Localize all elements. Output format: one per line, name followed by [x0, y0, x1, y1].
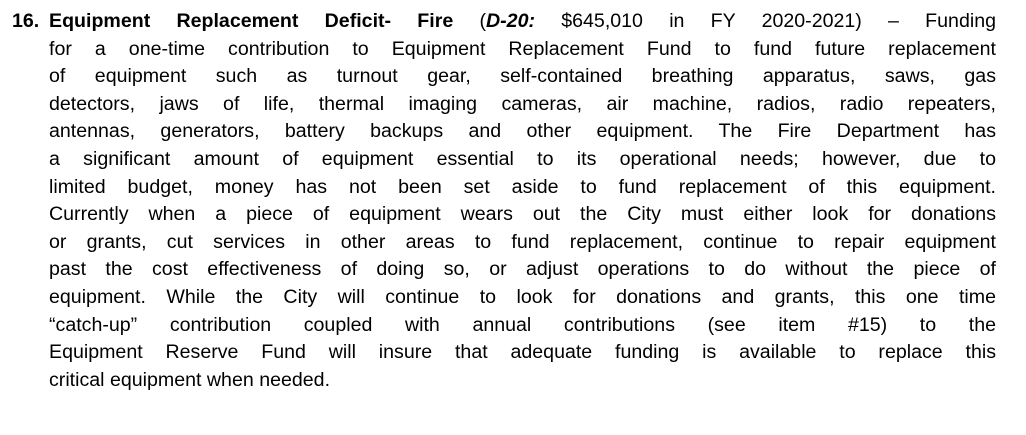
body-line: detectors, jaws of life, thermal imaging cameras, air machine, radios, radio repeaters, — [49, 92, 996, 115]
item-heading-line — [49, 8, 996, 36]
body-line: “catch-up” contribution coupled with annual contributions (see item #15) to the — [49, 313, 996, 336]
item-paragraph — [49, 8, 996, 394]
body-line: equipment. While the City will continue to look for donations and grants, this one time — [49, 285, 996, 308]
item-title: Equipment Replacement Deficit- Fire — [49, 10, 454, 32]
body-line: antennas, generators, battery backups and other equipment. The Fire Department has — [49, 120, 996, 143]
body-line-last: critical equipment when needed. — [49, 368, 331, 391]
item-number: 16. — [12, 10, 40, 32]
item-code: D-20: — [486, 10, 535, 32]
body-line: past the cost effectiveness of doing so, or adjust operations to do without the piece of — [49, 258, 996, 281]
body-line: for a one-time contribution to Equipment Replacement Fund to fund future replacement — [49, 37, 996, 60]
body-line: or grants, cut services in other areas to fund replacement, continue to repair equipment — [49, 230, 996, 253]
body-line: of equipment such as turnout gear, self-contained breathing apparatus, saws, gas — [49, 65, 996, 88]
body-line: Equipment Reserve Fund will insure that adequate funding is available to replace this — [49, 341, 996, 364]
body-line: limited budget, money has not been set aside to fund replacement of this equipment. — [49, 175, 996, 198]
body-line: a significant amount of equipment essential to its operational needs; however, due to — [49, 147, 996, 170]
open-paren: ( — [453, 10, 486, 32]
body-line: Currently when a piece of equipment wears out the City must either look for donations — [49, 203, 996, 226]
item-amount: $645,010 in FY 2020-2021) – Funding — [535, 10, 996, 32]
